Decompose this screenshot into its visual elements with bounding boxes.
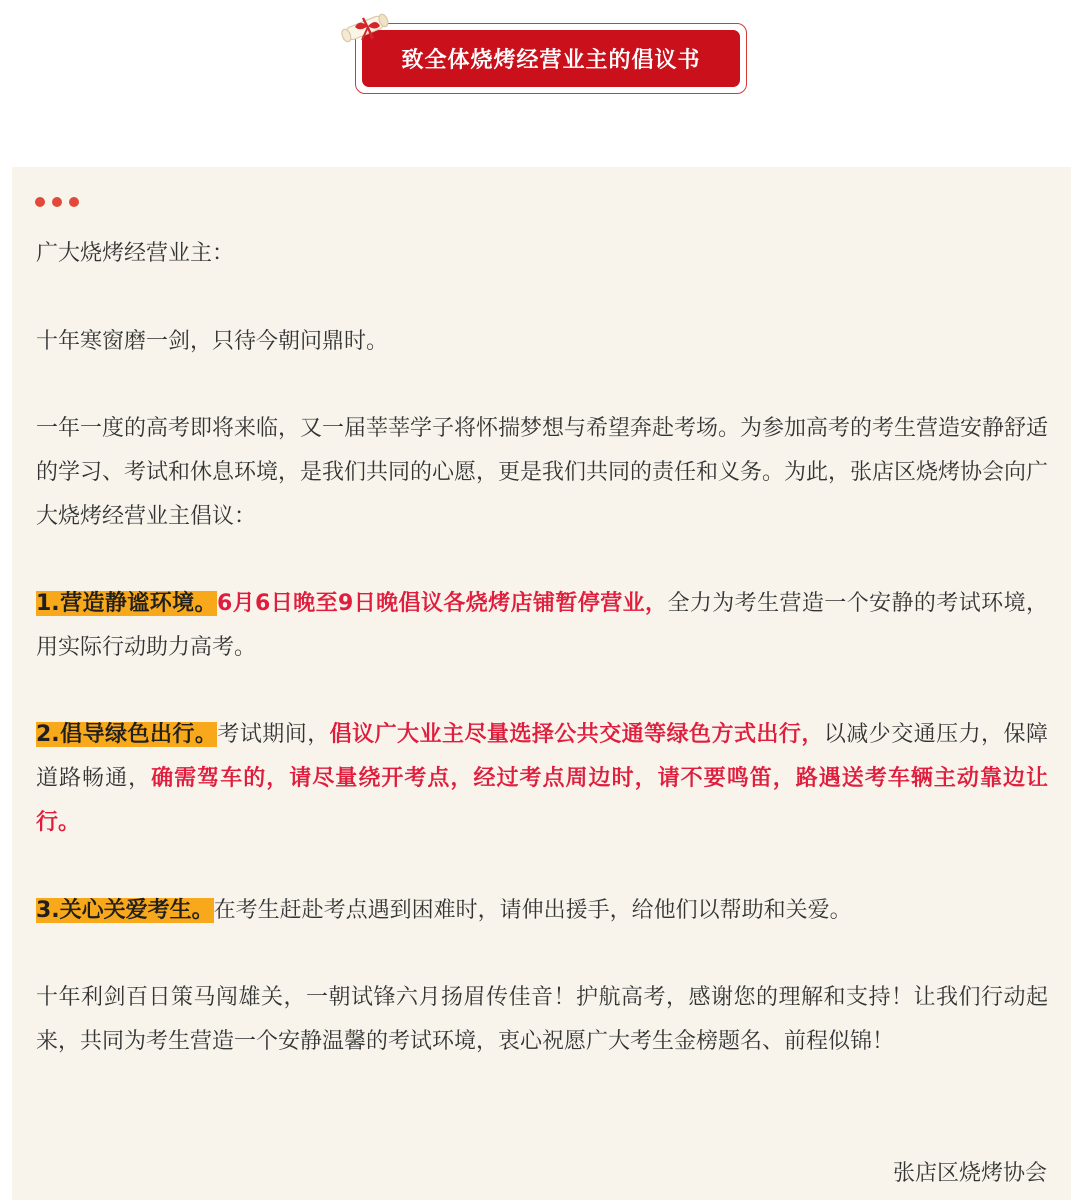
salutation: 广大烧烤经营业主：: [36, 241, 235, 266]
proposal-item-3: [36, 889, 1048, 933]
title-banner: [355, 23, 747, 94]
item-text: 全力为考生营造一个安静的考试环境，用实际行动助力高考。: [36, 591, 1048, 660]
item-heading: 3.关心关爱考生。: [36, 898, 214, 923]
item-text: 以减少交通压力，保障道路畅通，: [36, 722, 1048, 791]
item-emphasis: 确需驾车的，请尽量绕开考点，经过考点周边时，请不要鸣笛，路遇送考车辆主动靠边让行。: [36, 766, 1048, 835]
signature: 张店区烧烤协会: [892, 1161, 1047, 1186]
scroll-with-bow-icon: [333, 4, 399, 50]
opening-line: 十年寒窗磨一剑，只待今朝问鼎时。: [36, 329, 389, 354]
closing-paragraph: 十年利剑百日策马闯雄关，一朝试锋六月扬眉传佳音！护航高考，感谢您的理解和支持！让我们行动起来，共同为考生营造一个安静温馨的考试环境，衷心祝愿广大考生金榜题名、前程似锦！: [36, 985, 1048, 1054]
item-heading: 2.倡导绿色出行。: [36, 722, 218, 747]
item-text: 考试期间，: [217, 722, 330, 747]
intro-paragraph: 一年一度的高考即将来临，又一届莘莘学子将怀揣梦想与希望奔赴考场。为参加高考的考生营造安静舒适的学习、考试和休息环境，是我们共同的心愿，更是我们共同的责任和义务。为此，张店区烧烤协会向广大烧烤经营业主倡议：: [36, 416, 1049, 529]
dot-icon: [52, 197, 62, 207]
item-heading: 1.营造静谧环境。: [36, 591, 217, 616]
content-card: [12, 167, 1071, 1200]
proposal-item-1: [36, 582, 1048, 670]
dot-icon: [69, 197, 79, 207]
item-emphasis: 6月6日晚至9日晚倡议各烧烤店铺暂停营业，: [216, 591, 668, 616]
proposal-item-2: [36, 713, 1048, 845]
dot-icon: [35, 197, 45, 207]
three-dots-icon: [35, 197, 79, 209]
page-title: 致全体烧烤经营业主的倡议书: [362, 30, 740, 87]
item-emphasis: 倡议广大业主尽量选择公共交通等绿色方式出行，: [329, 722, 824, 747]
item-text: 在考生赶赴考点遇到困难时，请伸出援手，给他们以帮助和关爱。: [213, 898, 852, 923]
